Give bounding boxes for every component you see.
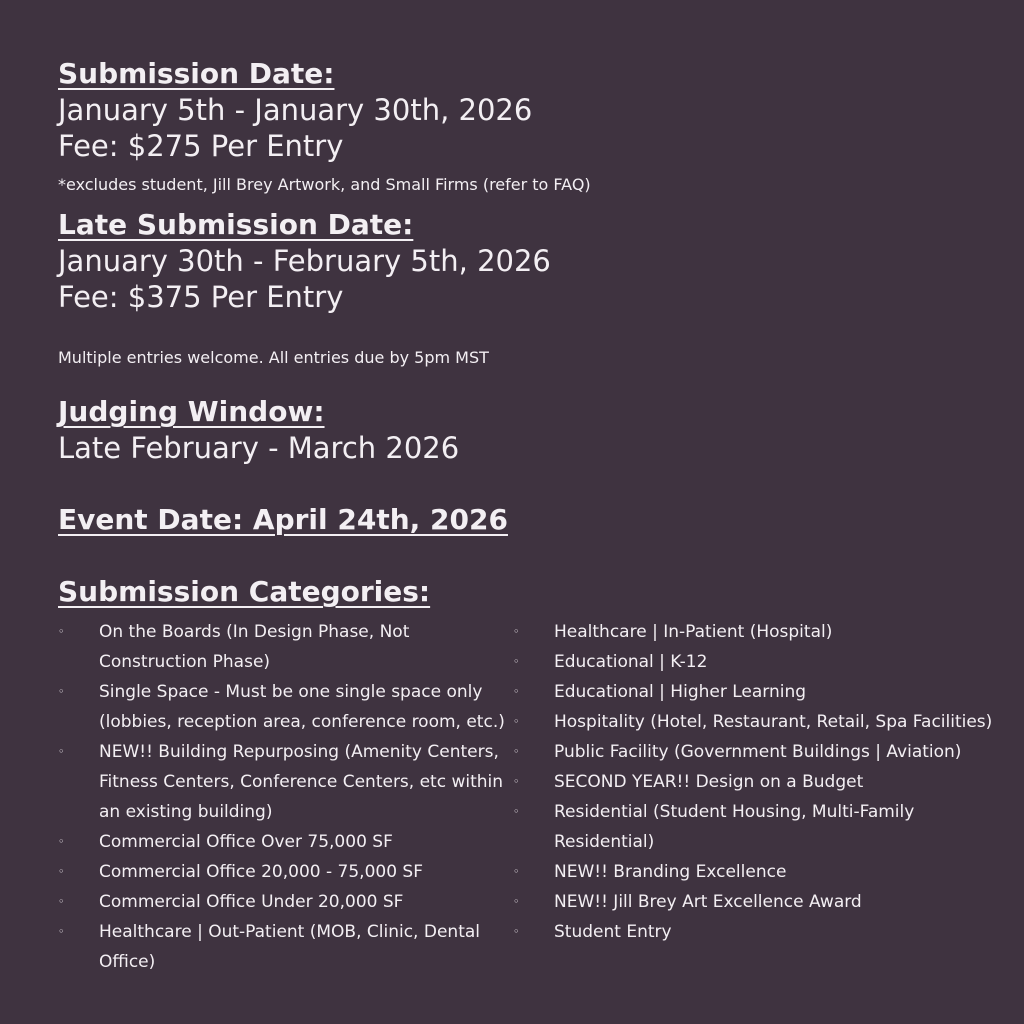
bullet-icon: ◦: [58, 685, 65, 698]
list-item: [513, 737, 998, 767]
list-item: [58, 677, 508, 737]
entries-note: Multiple entries welcome. All entries due by 5pm MST: [58, 348, 489, 367]
bullet-icon: ◦: [513, 775, 520, 788]
category-label: SECOND YEAR!! Design on a Budget: [554, 772, 864, 792]
category-label: NEW!! Jill Brey Art Excellence Award: [554, 892, 862, 912]
category-label: Commercial Office Over 75,000 SF: [99, 832, 393, 852]
submission-dates: January 5th - January 30th, 2026: [58, 93, 533, 127]
submission-categories-heading: Submission Categories:: [58, 575, 431, 608]
bullet-icon: ◦: [513, 655, 520, 668]
category-label: Student Entry: [554, 922, 672, 942]
list-item: [58, 857, 508, 887]
category-label: Public Facility (Government Buildings | Aviation): [554, 742, 962, 762]
judging-dates: Late February - March 2026: [58, 431, 460, 465]
bullet-icon: ◦: [513, 715, 520, 728]
late-submission-fee: Fee: $375 Per Entry: [58, 280, 344, 314]
bullet-icon: ◦: [58, 925, 65, 938]
categories-list-right: [513, 617, 998, 947]
bullet-icon: ◦: [513, 685, 520, 698]
category-label: Educational | Higher Learning: [554, 682, 807, 702]
category-label: Single Space - Must be one single space only (lobbies, reception area, conference room, etc.): [99, 682, 505, 732]
list-item: [513, 857, 998, 887]
list-item: [513, 677, 998, 707]
list-item: [58, 737, 508, 827]
submission-fee-note: *excludes student, Jill Brey Artwork, and Small Firms (refer to FAQ): [58, 175, 591, 194]
category-label: NEW!! Building Repurposing (Amenity Centers, Fitness Centers, Conference Centers, etc within an existing building): [99, 742, 504, 822]
list-item: [513, 797, 998, 857]
category-label: Commercial Office Under 20,000 SF: [99, 892, 404, 912]
late-submission-date-heading: Late Submission Date:: [58, 208, 414, 241]
bullet-icon: ◦: [58, 895, 65, 908]
submission-date-heading: Submission Date:: [58, 57, 335, 90]
list-item: [513, 617, 998, 647]
bullet-icon: ◦: [58, 745, 65, 758]
list-item: [58, 917, 508, 977]
categories-list-left: [58, 617, 508, 977]
category-label: Residential (Student Housing, Multi-Family Residential): [554, 802, 915, 852]
category-label: Healthcare | Out-Patient (MOB, Clinic, Dental Office): [99, 922, 480, 972]
category-label: NEW!! Branding Excellence: [554, 862, 787, 882]
bullet-icon: ◦: [58, 865, 65, 878]
bullet-icon: ◦: [513, 625, 520, 638]
event-date-heading: Event Date: April 24th, 2026: [58, 503, 508, 536]
list-item: [58, 617, 508, 677]
bullet-icon: ◦: [513, 805, 520, 818]
list-item: [58, 887, 508, 917]
event-info-page: [58, 0, 998, 1024]
bullet-icon: ◦: [58, 625, 65, 638]
list-item: [513, 917, 998, 947]
bullet-icon: ◦: [58, 835, 65, 848]
list-item: [513, 887, 998, 917]
category-label: Healthcare | In-Patient (Hospital): [554, 622, 833, 642]
category-label: Hospitality (Hotel, Restaurant, Retail, Spa Facilities): [554, 712, 993, 732]
bullet-icon: ◦: [513, 745, 520, 758]
bullet-icon: ◦: [513, 925, 520, 938]
category-label: Educational | K-12: [554, 652, 708, 672]
list-item: [58, 827, 508, 857]
submission-fee: Fee: $275 Per Entry: [58, 129, 344, 163]
list-item: [513, 767, 998, 797]
list-item: [513, 707, 998, 737]
category-label: Commercial Office 20,000 - 75,000 SF: [99, 862, 423, 882]
late-submission-dates: January 30th - February 5th, 2026: [58, 244, 551, 278]
judging-window-heading: Judging Window:: [58, 395, 325, 428]
category-label: On the Boards (In Design Phase, Not Construction Phase): [99, 622, 410, 672]
list-item: [513, 647, 998, 677]
bullet-icon: ◦: [513, 895, 520, 908]
bullet-icon: ◦: [513, 865, 520, 878]
